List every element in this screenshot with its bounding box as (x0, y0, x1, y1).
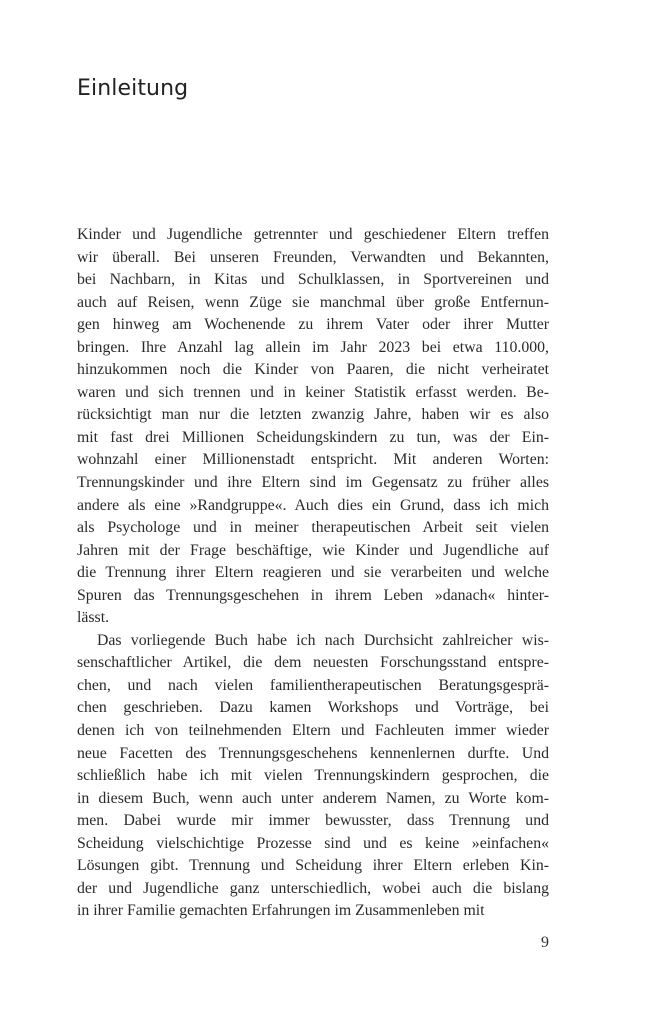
text-line: Kinder und Jugendliche getrennter und geschiedener Eltern treffen (77, 226, 549, 243)
text-line: men. Dabei wurde mir immer bewusster, dass Trennung und (77, 812, 549, 830)
text-line: in diesem Buch, wenn auch unter anderem Namen, zu Worte kom- (77, 789, 549, 807)
text-line: bringen. Ihre Anzahl lag allein im Jahr 2023 bei etwa 110.000, (77, 338, 549, 356)
text-line: andere als eine »Randgruppe«. Auch dies ein Grund, dass ich mich (77, 496, 549, 514)
paragraph (77, 224, 549, 630)
text-line: Lösungen gibt. Trennung und Scheidung ihrer Eltern erleben Kin- (77, 857, 549, 875)
text-line: gen hinweg am Wochenende zu ihrem Vater oder ihrer Mutter (77, 316, 549, 334)
text-line: in ihrer Familie gemachten Erfahrungen im Zusammenleben mit (77, 902, 485, 920)
text-line: bei Nachbarn, in Kitas und Schulklassen, in Sportvereinen und (77, 271, 549, 289)
text-line: Das vorliegende Buch habe ich nach Durchsicht zahlreicher wis- (97, 631, 549, 649)
text-line: chen, und nach vielen familientherapeutischen Beratungsgesprä- (77, 676, 549, 694)
body-text (77, 224, 549, 923)
chapter-title: Einleitung (77, 76, 189, 101)
text-line: Jahren mit der Frage beschäftige, wie Kinder und Jugendliche auf (77, 541, 549, 559)
text-line: Spuren das Trennungsgeschehen in ihrem Leben »danach« hinter- (77, 586, 549, 604)
text-line: senschaftlicher Artikel, die dem neuesten Forschungsstand entspre- (77, 654, 549, 672)
text-line: auch auf Reisen, wenn Züge sie manchmal über große Entfernun- (77, 293, 549, 311)
text-line: rücksichtigt man nur die letzten zwanzig Jahre, haben wir es also (77, 406, 549, 424)
text-line: neue Facetten des Trennungsgeschehens kennenlernen durfte. Und (77, 744, 549, 762)
text-line: wir überall. Bei unseren Freunden, Verwandten und Bekannten, (77, 248, 549, 266)
paragraph (77, 630, 549, 923)
page-number: 9 (541, 934, 549, 951)
text-line: mit fast drei Millionen Scheidungskindern zu tun, was der Ein- (77, 428, 549, 446)
text-line: hinzukommen noch die Kinder von Paaren, die nicht verheiratet (77, 361, 549, 379)
text-line: als Psychologe und in meiner therapeutischen Arbeit seit vielen (77, 519, 549, 537)
text-line: waren und sich trennen und in keiner Statistik erfasst werden. Be- (77, 383, 549, 401)
text-line: die Trennung ihrer Eltern reagieren und sie verarbeiten und welche (77, 564, 549, 582)
text-line: Scheidung vielschichtige Prozesse sind und es keine »einfachen« (77, 834, 549, 852)
text-line: schließlich habe ich mit vielen Trennungskindern gesprochen, die (77, 767, 549, 785)
text-line: der und Jugendliche ganz unterschiedlich, wobei auch die bislang (77, 879, 549, 897)
text-line: chen geschrieben. Dazu kamen Workshops und Vorträge, bei (77, 699, 549, 717)
text-line: lässt. (77, 609, 110, 627)
text-line: Trennungskinder und ihre Eltern sind im Gegensatz zu früher alles (77, 474, 549, 492)
text-line: denen ich von teilnehmenden Eltern und Fachleuten immer wieder (77, 722, 549, 740)
text-line: wohnzahl einer Millionenstadt entspricht. Mit anderen Worten: (77, 451, 549, 469)
